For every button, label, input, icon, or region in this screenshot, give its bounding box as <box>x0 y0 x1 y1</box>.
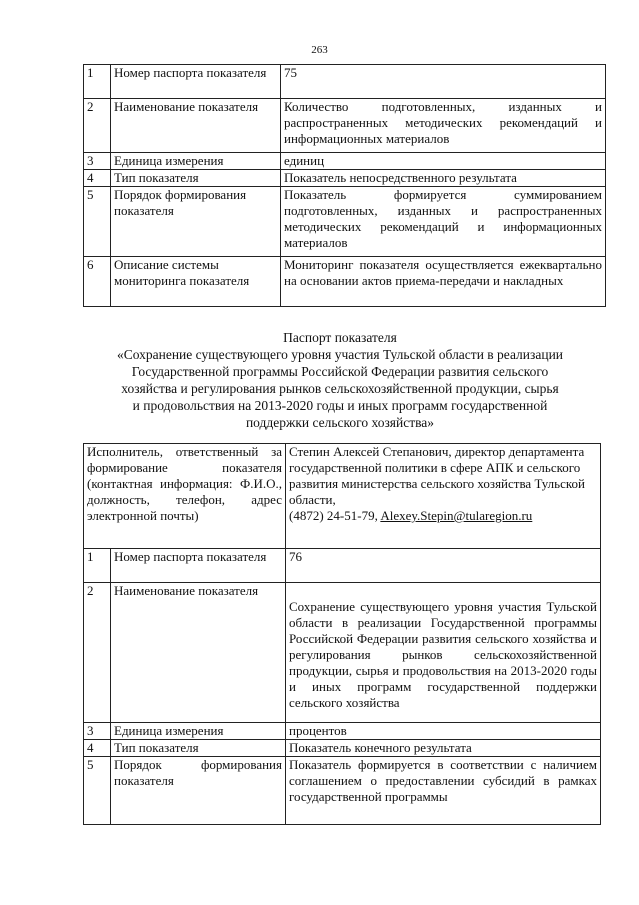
heading-line: «Сохранение существующего уровня участия Тульской области в реализации <box>116 347 564 362</box>
row-value: Показатель конечного результата <box>286 740 601 757</box>
row-value: процентов <box>286 723 601 740</box>
responsible-name: Степин Алексей Степанович, директор департамента государственной политики в сфере АПК и сельского развития министерства сельского хозяйства Тульской области, <box>289 444 585 507</box>
row-label: Наименование показателя <box>111 99 281 153</box>
row-value: единиц <box>281 153 606 170</box>
email-link[interactable]: Alexey.Stepin@tularegion.ru <box>380 508 533 523</box>
page-number: 263 <box>311 44 328 56</box>
row-value: 76 <box>286 549 601 583</box>
row-number: 5 <box>84 757 111 825</box>
row-number: 1 <box>84 65 111 99</box>
table-row <box>84 740 601 757</box>
heading-line: и продовольствия на 2013-2020 годы и иных программ государственной <box>132 398 548 413</box>
indicator-passport-table-76 <box>83 443 601 825</box>
heading-line: Паспорт показателя <box>283 330 397 345</box>
phone-number: (4872) 24-51-79, <box>289 508 381 523</box>
row-value: Сохранение существующего уровня участия Тульской области в реализации Государственной программы Российской Федерации развития сельского хозяйства и регулирования рынков сельскохозяйственной продукции, сырья и продовольствия на 2013-2020 годы и иных программ государственной поддержки сельского хозяйства <box>286 583 601 723</box>
row-number: 2 <box>84 99 111 153</box>
row-label: Описание системы мониторинга показателя <box>111 257 281 307</box>
table-row <box>84 170 606 187</box>
row-value: Показатель формируется суммированием подготовленных, изданных и распространенных методических рекомендаций и информационных материалов <box>281 187 606 257</box>
indicator-passport-table-75 <box>83 64 606 307</box>
heading-line: поддержки сельского хозяйства» <box>245 415 435 430</box>
row-label: Тип показателя <box>111 170 281 187</box>
row-label: Номер паспорта показателя <box>111 549 286 583</box>
row-label: Наименование показателя <box>111 583 286 723</box>
responsible-label: Исполнитель, ответственный за формирование показателя (контактная информация: Ф.И.О., должность, телефон, адрес электронной почты) <box>84 444 286 549</box>
table-row <box>84 99 606 153</box>
responsible-row <box>84 444 601 549</box>
row-label: Тип показателя <box>111 740 286 757</box>
row-number: 6 <box>84 257 111 307</box>
heading-line: Государственной программы Российской Федерации развития сельского <box>131 364 549 379</box>
table-row <box>84 153 606 170</box>
row-value: Количество подготовленных, изданных и распространенных методических рекомендаций и информационных материалов <box>281 99 606 153</box>
row-value: Мониторинг показателя осуществляется ежеквартально на основании актов приема-передачи и накладных <box>281 257 606 307</box>
table-row <box>84 65 606 99</box>
table-row <box>84 723 601 740</box>
row-value: Показатель непосредственного результата <box>281 170 606 187</box>
row-number: 5 <box>84 187 111 257</box>
heading-line: хозяйства и регулирования рынков сельскохозяйственной продукции, сырья <box>121 381 559 396</box>
row-label: Единица измерения <box>111 153 281 170</box>
row-value: 75 <box>281 65 606 99</box>
table-row <box>84 257 606 307</box>
row-label: Порядок формирования показателя <box>111 187 281 257</box>
table-row <box>84 549 601 583</box>
row-label: Номер паспорта показателя <box>111 65 281 99</box>
row-number: 3 <box>84 153 111 170</box>
row-number: 4 <box>84 740 111 757</box>
row-label: Единица измерения <box>111 723 286 740</box>
table-row <box>84 583 601 723</box>
row-label: Порядок формирования показателя <box>111 757 286 825</box>
row-number: 1 <box>84 549 111 583</box>
row-number: 2 <box>84 583 111 723</box>
table-row <box>84 757 601 825</box>
responsible-contacts <box>289 508 597 524</box>
indicator-passport-heading <box>70 329 610 431</box>
row-number: 3 <box>84 723 111 740</box>
row-value: Показатель формируется в соответствии с наличием соглашением о предоставлении субсидий в рамках государственной программы <box>286 757 601 825</box>
row-number: 4 <box>84 170 111 187</box>
table-row <box>84 187 606 257</box>
responsible-value <box>286 444 601 549</box>
